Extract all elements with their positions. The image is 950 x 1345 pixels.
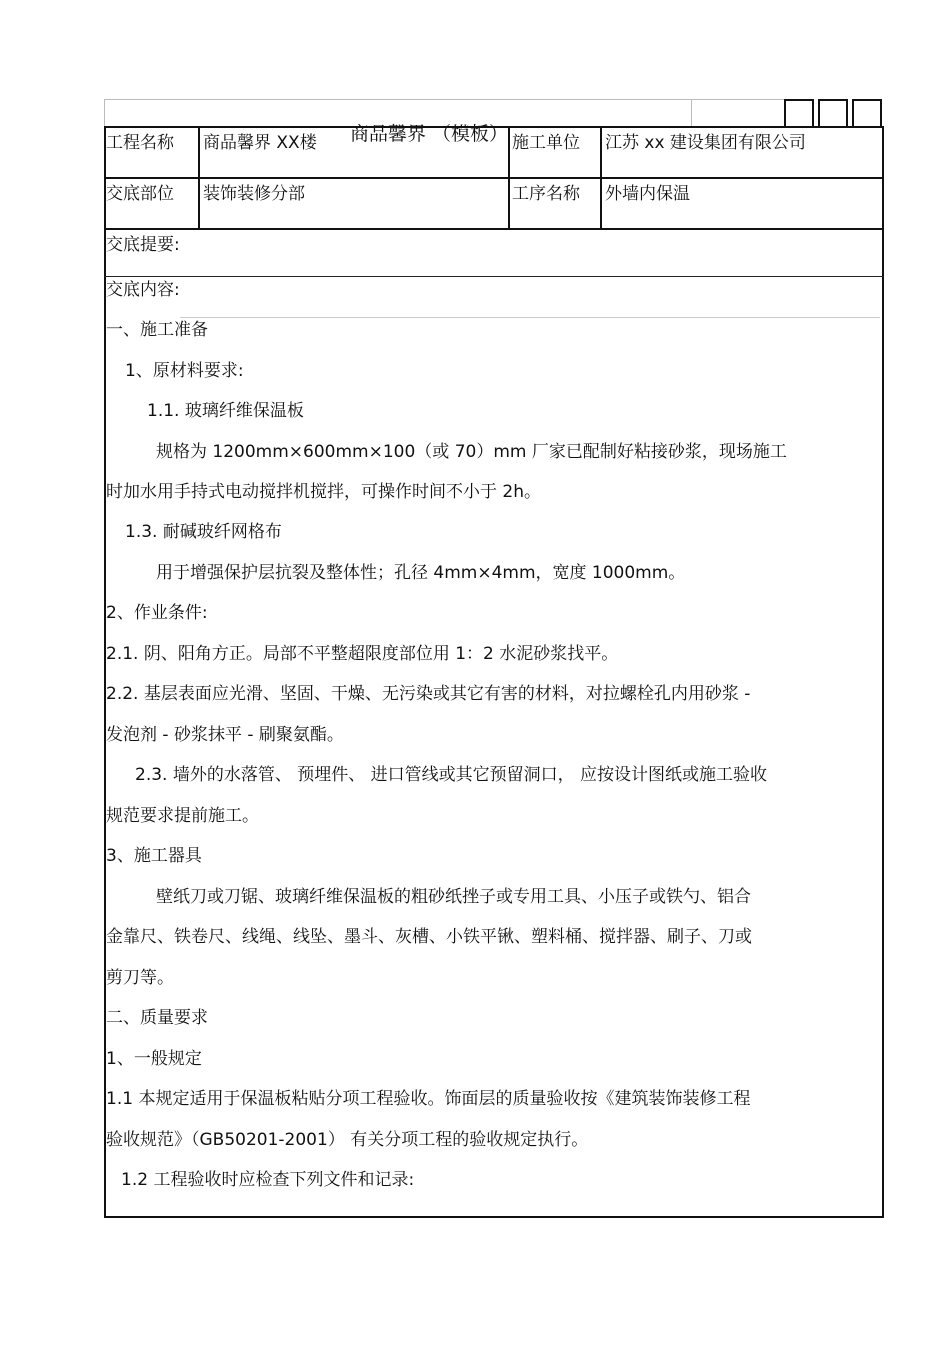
col-divider-3 xyxy=(600,126,602,229)
content-line: 二、质量要求 xyxy=(106,1008,208,1028)
content-line: 时加水用手持式电动搅拌机搅拌，可操作时间不小于 2h。 xyxy=(106,482,541,502)
part-value: 装饰装修分部 xyxy=(203,184,305,204)
contractor-value: 江苏 xx 建设集团有限公司 xyxy=(605,133,806,153)
checkbox-square-2 xyxy=(818,99,848,127)
header-frame-right xyxy=(690,99,784,127)
process-value: 外墙内保温 xyxy=(605,184,690,204)
summary-label: 交底提要: xyxy=(106,235,180,255)
content-line: 发泡剂 - 砂浆抹平 - 刷聚氨酯。 xyxy=(106,725,344,745)
content-line: 规格为 1200mm×600mm×100（或 70）mm 厂家已配制好粘接砂浆，现场施工 xyxy=(156,442,787,462)
content-line: 1.1. 玻璃纤维保温板 xyxy=(147,401,304,421)
checkbox-square-1 xyxy=(784,99,814,127)
contractor-label: 施工单位 xyxy=(512,133,580,153)
row-divider-2 xyxy=(104,228,884,230)
content-line: 金靠尺、铁卷尺、线绳、线坠、墨斗、灰槽、小铁平锹、塑料桶、搅拌器、刷子、刀或 xyxy=(106,927,752,947)
col-divider-1 xyxy=(198,126,200,229)
project-name-label: 工程名称 xyxy=(106,133,174,153)
content-label: 交底内容: xyxy=(106,280,180,300)
process-label: 工序名称 xyxy=(512,184,580,204)
content-line: 2.3. 墙外的水落管、 预埋件、 进口管线或其它预留洞口， 应按设计图纸或施工验收 xyxy=(135,765,768,785)
content-line: 1.2 工程验收时应检查下列文件和记录: xyxy=(121,1170,415,1190)
col-divider-2 xyxy=(508,126,510,229)
content-line: 1.3. 耐碱玻纤网格布 xyxy=(125,522,282,542)
content-line: 一、施工准备 xyxy=(106,320,208,340)
content-line: 1、一般规定 xyxy=(106,1049,202,1069)
row-divider-3 xyxy=(104,276,884,277)
content-line: 验收规范》（GB50201-2001） 有关分项工程的验收规定执行。 xyxy=(106,1130,589,1150)
content-line: 2、作业条件: xyxy=(106,603,208,623)
content-line: 规范要求提前施工。 xyxy=(106,806,259,826)
content-line: 剪刀等。 xyxy=(106,968,174,988)
content-line: 2.1. 阴、阳角方正。局部不平整超限度部位用 1：2 水泥砂浆找平。 xyxy=(106,644,619,664)
checkbox-square-3 xyxy=(852,99,882,127)
part-label: 交底部位 xyxy=(106,184,174,204)
main-table xyxy=(104,123,884,1218)
content-line: 3、施工器具 xyxy=(106,846,202,866)
row-divider-4 xyxy=(180,317,880,318)
content-line: 1.1 本规定适用于保温板粘贴分项工程验收。饰面层的质量验收按《建筑装饰装修工程 xyxy=(106,1089,751,1109)
row-divider-1 xyxy=(104,177,884,179)
content-line: 壁纸刀或刀锯、玻璃纤维保温板的粗砂纸挫子或专用工具、小压子或铁勺、铝合 xyxy=(156,887,751,907)
content-line: 用于增强保护层抗裂及整体性；孔径 4mm×4mm，宽度 1000mm。 xyxy=(156,563,686,583)
project-name-value: 商品馨界 XX楼 xyxy=(203,133,317,153)
content-line: 2.2. 基层表面应光滑、坚固、干燥、无污染或其它有害的材料，对拉螺栓孔内用砂浆 - xyxy=(106,684,751,704)
content-line: 1、原材料要求: xyxy=(125,361,244,381)
page-title: 商品馨界 （模板） xyxy=(350,123,509,145)
